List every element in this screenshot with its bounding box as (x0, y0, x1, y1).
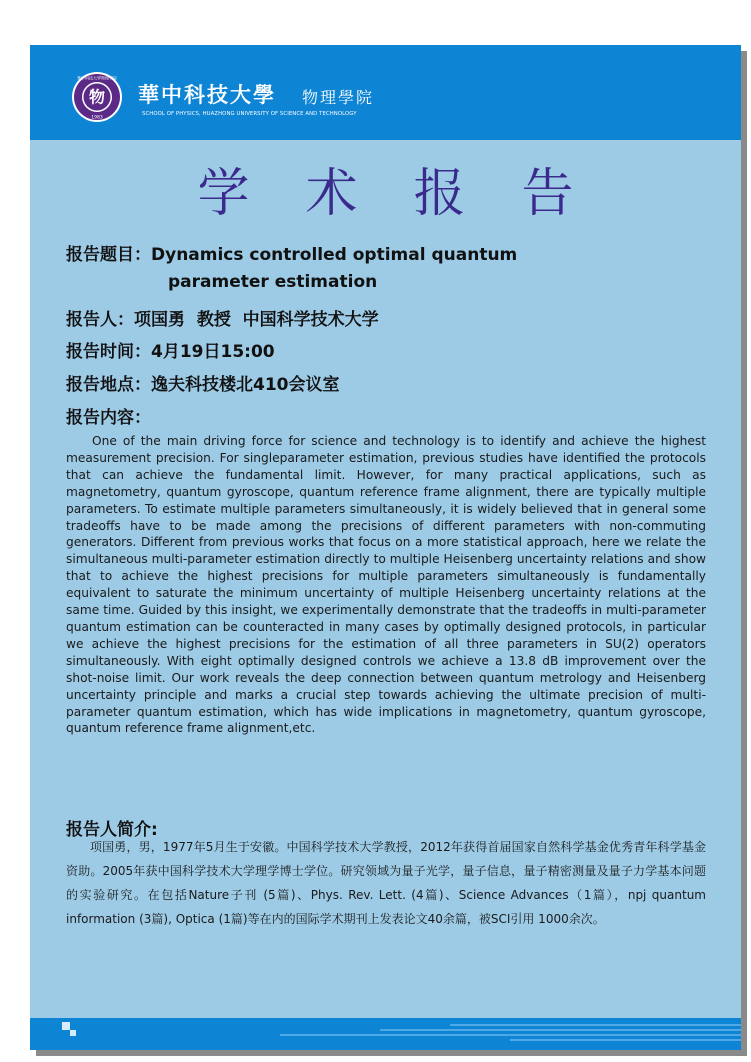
university-logo-icon (71, 71, 123, 123)
header-banner (30, 45, 741, 140)
poster-title: 学术报告 (197, 164, 630, 224)
time-row (66, 337, 275, 362)
footer-banner (30, 1018, 741, 1050)
footer-square-decoration (62, 1022, 70, 1030)
time-label: 报告时间： (66, 342, 151, 362)
bio-text: 项国勇，男，1977年5月生于安徽。中国科学技术大学教授，2012年获得首届国家自然科学基金优秀青年科学基金资助。2005年获中国科学技术大学理学博士学位。研究领域为量子光学，量子信息，量子精密测量及量子力学基本问题的实验研究。在包括Nature子刊 (5篇)、Phys. Rev. Lett. (4篇)、Science Advances（1篇），npj quantum information (3篇), Optica (1篇)等在内的国际学术期刊上发表论文40余篇，被SCI引用 1000余次。 (66, 840, 706, 926)
footer-stripe (380, 1029, 741, 1031)
talk-title-line2: parameter estimation (168, 272, 378, 292)
place-label: 报告地点： (66, 375, 151, 395)
footer-stripe (510, 1039, 741, 1041)
footer-stripe (280, 1034, 741, 1036)
logo-year: 1983 (91, 115, 103, 121)
footer-square-decoration (70, 1030, 76, 1036)
bio-label: 报告人简介: (66, 820, 158, 840)
place-row (66, 370, 340, 395)
time-value: 4月19日15:00 (151, 342, 275, 362)
school-name: 物理學院 (302, 88, 375, 107)
place-value: 逸夫科技楼北410会议室 (151, 375, 340, 395)
poster (30, 45, 741, 1050)
abstract-text: One of the main driving force for science and technology is to identify and achieve the highest measurement precision. For singleparameter estimation, previous studies have identified the protocols that can achieve the fundamental limit. However, for many practical applications, such as magnetometry, quantum gyroscope, quantum reference frame alignment, there are typically multiple parameters. To estimate multiple parameters simultaneously, it is widely believed that in general some tradeoffs have to be made among the precisions of different parameters with non-commuting generators. Different from previous works that focus on a more statistical approach, here we relate the simultaneous multi-parameter estimation directly to multiple Heisenberg uncertainty relations and show that to achieve the highest precisions for multiple parameters simultaneously is fundamentally equivalent to saturate the minimum uncertainty of multiple Heisenberg uncertainty relations at the same time. Guided by this insight, we experimentally demonstrate that the tradeoffs in multi-parameter quantum estimation can be counteracted in many cases by optimally designed protocols, in particular we achieve the highest precisions for the estimation of all three parameters in SU(2) operators simultaneously. With eight optimally designed controls we achieve a 13.8 dB improvement over the shot-noise limit. Our work reveals the deep connection between quantum metrology and Heisenberg uncertainty principle and marks a crucial step towards achieving the ultimate precision of multi-parameter quantum estimation, which has wide implications in magnetometry, quantum gyroscope, quantum reference frame alignment,etc. (66, 434, 706, 736)
talk-title-label: 报告题目： (66, 245, 151, 265)
logo-ring-text: 華中科技大學物理學院 (77, 75, 117, 81)
speaker-row (66, 305, 379, 330)
content-label: 报告内容： (66, 408, 151, 428)
footer-stripe (450, 1024, 741, 1026)
speaker-value: 项国勇 教授 中国科学技术大学 (134, 310, 379, 330)
logo-glyph: 物 (88, 87, 106, 107)
school-english-name: SCHOOL OF PHYSICS, HUAZHONG UNIVERSITY OF SCIENCE AND TECHNOLOGY (142, 111, 357, 117)
speaker-label: 报告人： (66, 310, 134, 330)
talk-title-row (66, 240, 517, 265)
talk-title-line1: Dynamics controlled optimal quantum (151, 245, 518, 265)
university-name: 華中科技大學 (138, 82, 276, 107)
